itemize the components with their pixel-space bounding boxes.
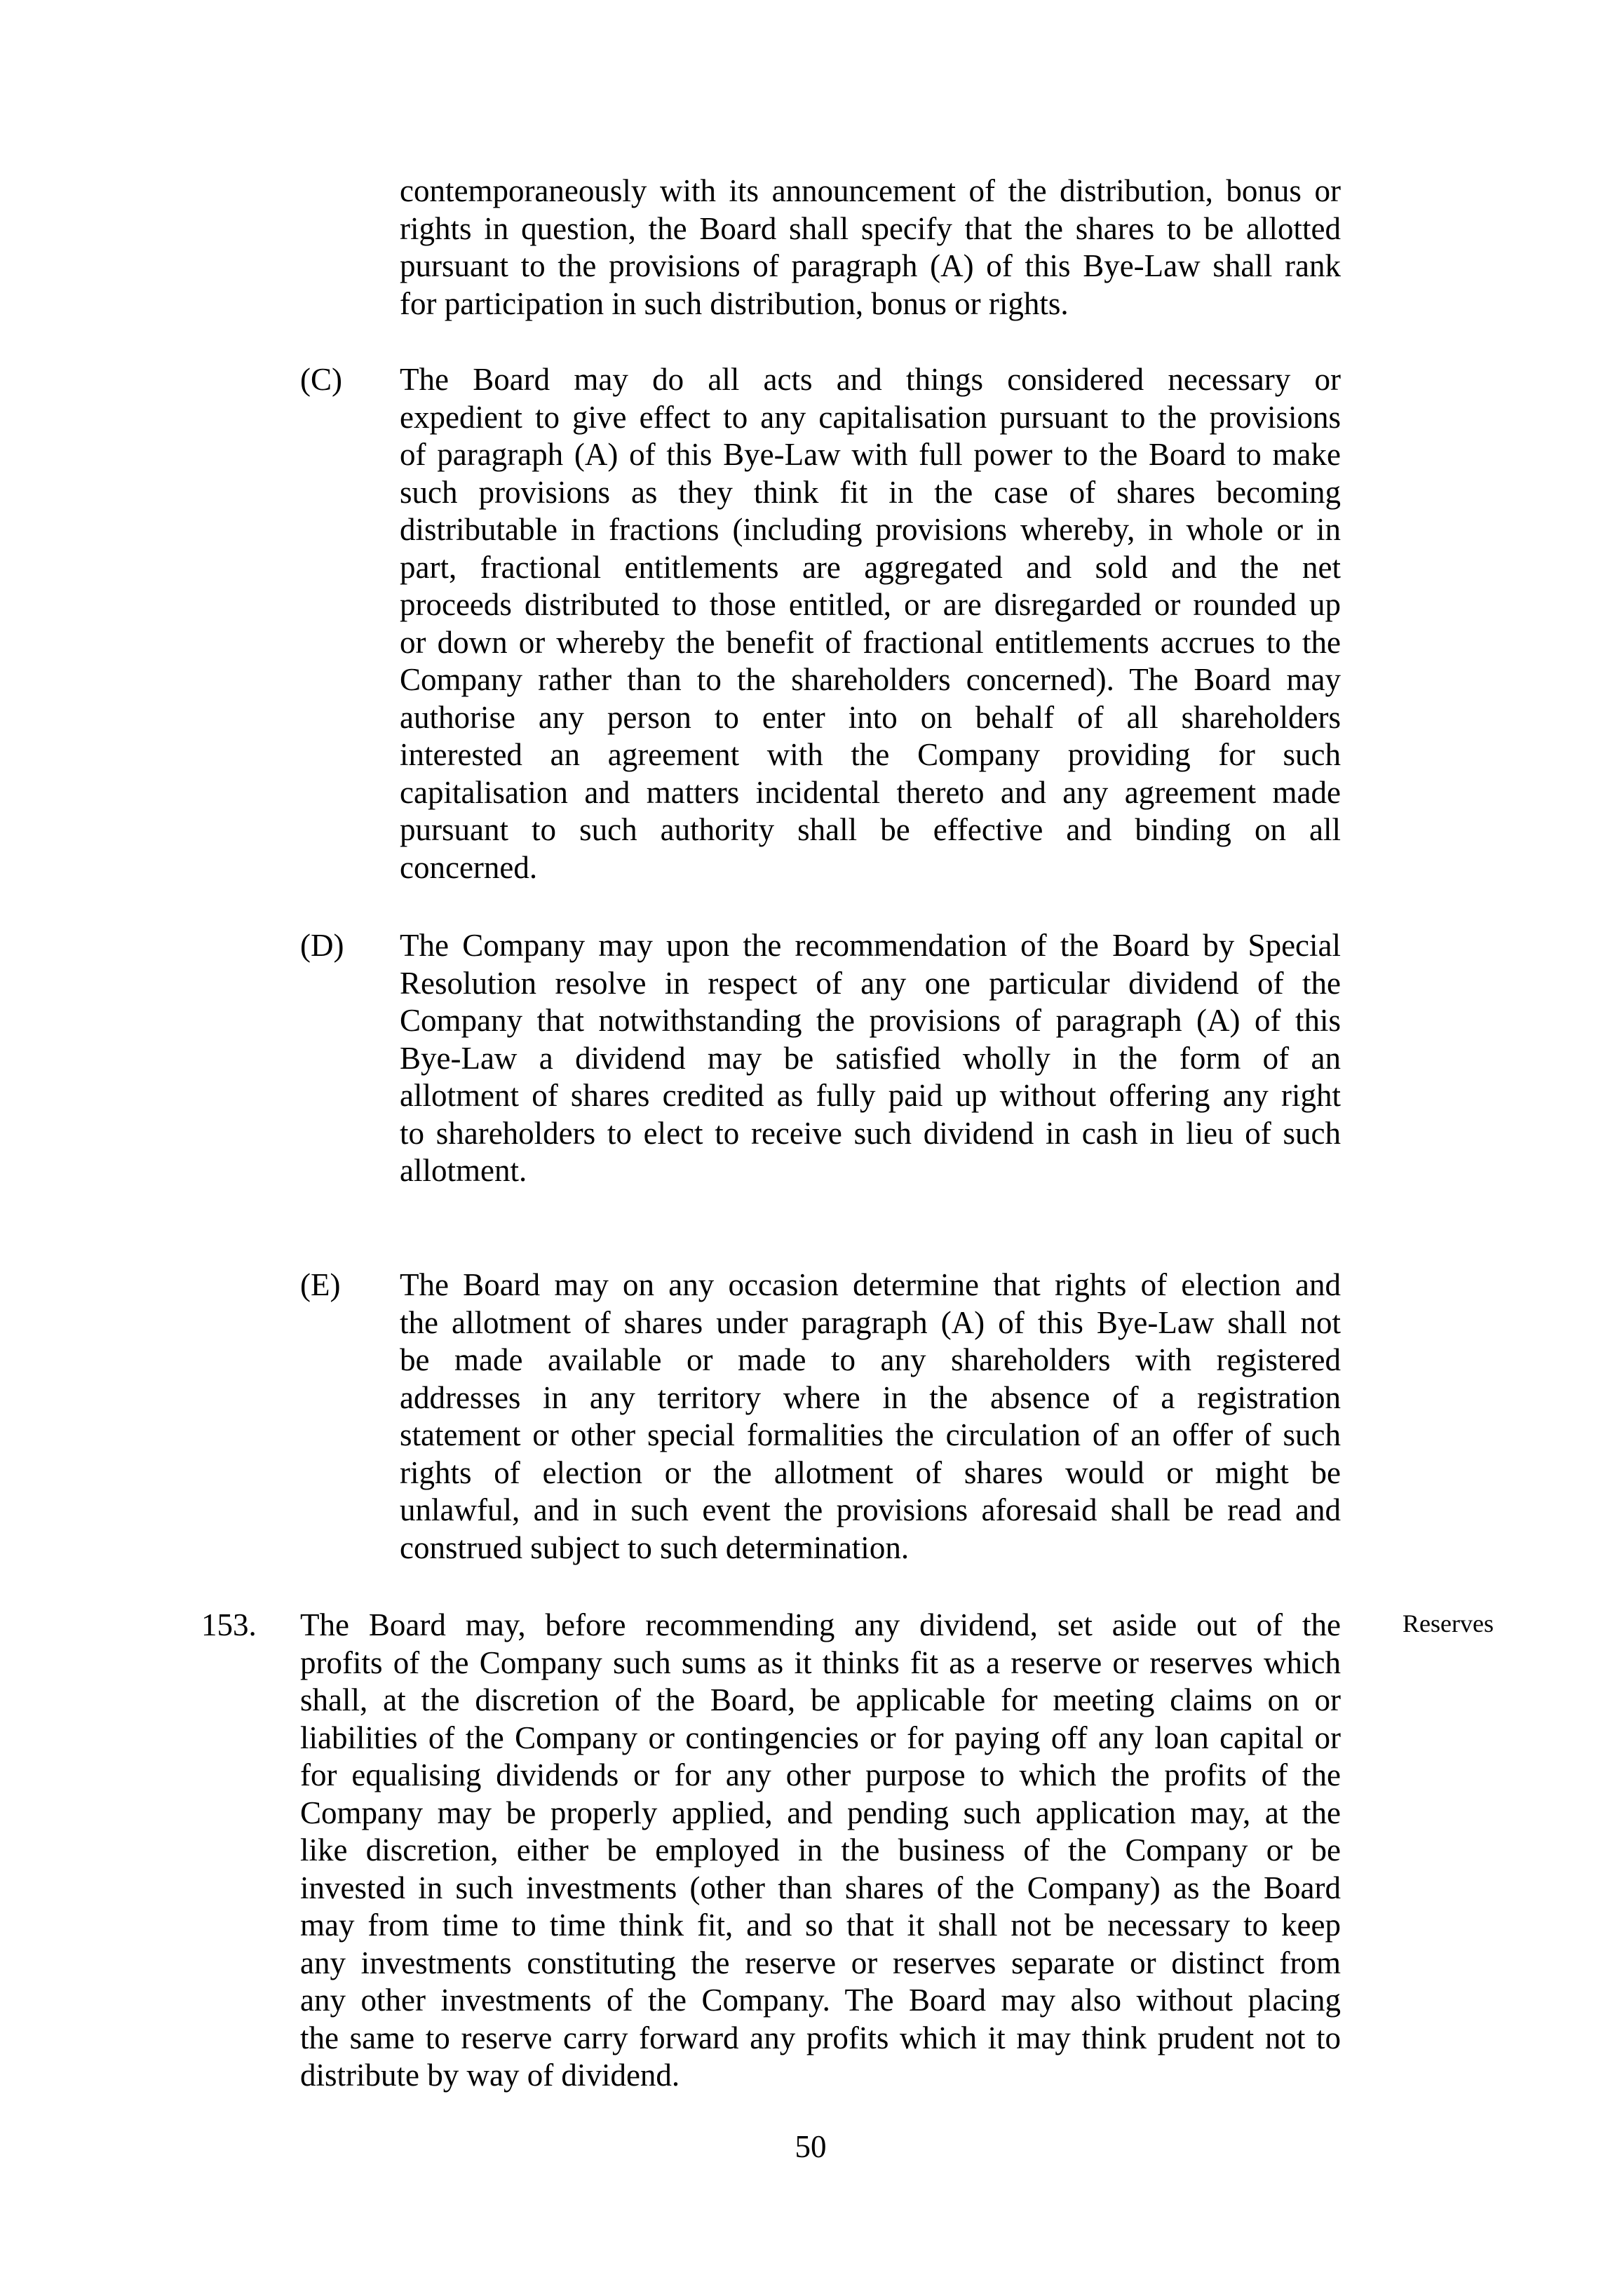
text-line: allotment.	[400, 1153, 527, 1188]
text-line: to shareholders to elect to receive such dividend in cash in lieu of such	[400, 1115, 1341, 1151]
text-line: distributable in fractions (including provisions whereby, in whole or in	[400, 512, 1341, 547]
text-line: pursuant to the provisions of paragraph (A) of this Bye-Law shall rank	[400, 248, 1341, 283]
bye-law-number: 153.	[201, 1607, 257, 1642]
text-line: for equalising dividends or for any other purpose to which the profits of the	[300, 1757, 1341, 1792]
text-line: Company rather than to the shareholders concerned). The Board may	[400, 662, 1341, 697]
paragraph-d-text	[400, 927, 1341, 1190]
paragraph-label-d: (D)	[300, 928, 344, 963]
text-line: the same to reserve carry forward any profits which it may think prudent not to	[300, 2020, 1341, 2055]
paragraph-e-text	[400, 1267, 1341, 1567]
text-line: such provisions as they think fit in the case of shares becoming	[400, 474, 1341, 510]
text-line: The Board may do all acts and things considered necessary or	[400, 362, 1341, 397]
text-line: proceeds distributed to those entitled, or are disregarded or rounded up	[400, 587, 1341, 622]
continuation-paragraph	[400, 173, 1341, 323]
text-line: Bye-Law a dividend may be satisfied wholly in the form of an	[400, 1040, 1341, 1076]
bye-law-153-text	[300, 1607, 1341, 2095]
paragraph-c-text	[400, 361, 1341, 886]
text-line: or down or whereby the benefit of fractional entitlements accrues to the	[400, 624, 1341, 660]
text-line: allotment of shares credited as fully paid up without offering any right	[400, 1078, 1341, 1113]
text-line: invested in such investments (other than shares of the Company) as the Board	[300, 1870, 1341, 1905]
text-line: Company may be properly applied, and pending such application may, at the	[300, 1795, 1341, 1830]
text-line: authorise any person to enter into on behalf of all shareholders	[400, 699, 1341, 735]
text-line: rights in question, the Board shall specify that the shares to be allotted	[400, 210, 1341, 246]
text-line: unlawful, and in such event the provisions aforesaid shall be read and	[400, 1492, 1341, 1527]
margin-note-reserves: Reserves	[1403, 1609, 1494, 1637]
paragraph-label-c: (C)	[300, 362, 342, 397]
text-line: addresses in any territory where in the absence of a registration	[400, 1379, 1341, 1415]
text-line: shall, at the discretion of the Board, be applicable for meeting claims on or	[300, 1682, 1341, 1717]
text-line: any investments constituting the reserve or reserves separate or distinct from	[300, 1945, 1341, 1980]
text-line: The Board may, before recommending any dividend, set aside out of the	[300, 1607, 1341, 1642]
page-number: 50	[795, 2129, 827, 2164]
text-line: the allotment of shares under paragraph (A) of this Bye-Law shall not	[400, 1304, 1341, 1340]
paragraph-label-e: (E)	[300, 1267, 341, 1302]
text-line: concerned.	[400, 849, 538, 885]
text-line: part, fractional entitlements are aggregated and sold and the net	[400, 549, 1341, 585]
text-line: may from time to time think fit, and so that it shall not be necessary to keep	[300, 1907, 1341, 1943]
text-line: for participation in such distribution, bonus or rights.	[400, 285, 1069, 321]
text-line: pursuant to such authority shall be effective and binding on all	[400, 812, 1341, 847]
text-line: statement or other special formalities the circulation of an offer of such	[400, 1417, 1341, 1452]
text-line: Resolution resolve in respect of any one particular dividend of the	[400, 965, 1341, 1001]
text-line: of paragraph (A) of this Bye-Law with full power to the Board to make	[400, 437, 1341, 472]
text-line: The Board may on any occasion determine that rights of election and	[400, 1267, 1341, 1302]
text-line: be made available or made to any shareholders with registered	[400, 1342, 1341, 1377]
text-line: construed subject to such determination.	[400, 1529, 910, 1565]
text-line: capitalisation and matters incidental thereto and any agreement made	[400, 774, 1341, 810]
text-line: The Company may upon the recommendation of the Board by Special	[400, 928, 1341, 963]
text-line: expedient to give effect to any capitalisation pursuant to the provisions	[400, 399, 1341, 435]
text-line: liabilities of the Company or contingencies or for paying off any loan capital or	[300, 1720, 1341, 1755]
text-line: Company that notwithstanding the provisions of paragraph (A) of this	[400, 1003, 1341, 1038]
text-line: distribute by way of dividend.	[300, 2058, 680, 2093]
text-line: any other investments of the Company. The Board may also without placing	[300, 1983, 1341, 2018]
text-line: interested an agreement with the Company providing for such	[400, 737, 1341, 772]
text-line: profits of the Company such sums as it thinks fit as a reserve or reserves which	[300, 1645, 1341, 1680]
text-line: contemporaneously with its announcement of the distribution, bonus or	[400, 173, 1341, 208]
text-line: rights of election or the allotment of shares would or might be	[400, 1454, 1341, 1490]
text-line: like discretion, either be employed in the business of the Company or be	[300, 1832, 1341, 1868]
